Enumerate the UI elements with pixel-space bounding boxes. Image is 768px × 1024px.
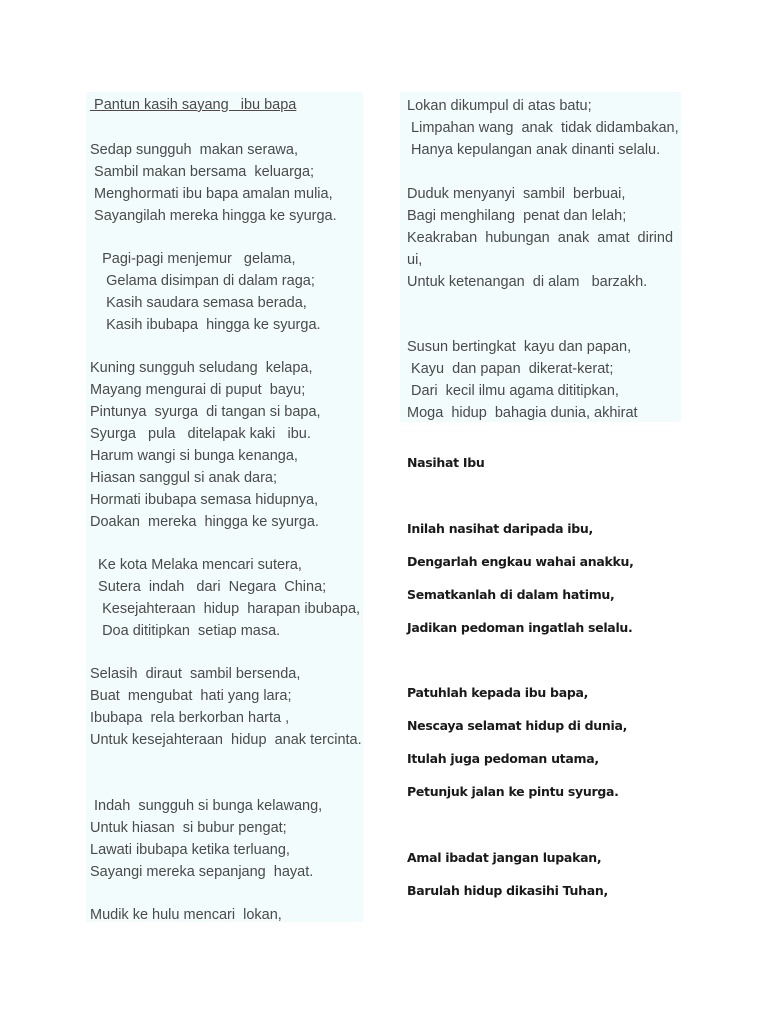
poem-line: Lawati ibubapa ketika terluang, <box>90 842 290 858</box>
poem-line: Hanya kepulangan anak dinanti selalu. <box>407 142 661 158</box>
poem-line: Gelama disimpan di dalam raga; <box>90 273 315 289</box>
poem-line: Barulah hidup dikasihi Tuhan, <box>407 883 608 898</box>
poem-line: Ibubapa rela berkorban harta , <box>90 710 290 726</box>
poem-line: Sutera indah dari Negara China; <box>90 579 327 595</box>
poem-line: Buat mengubat hati yang lara; <box>90 688 292 704</box>
poem-line: Mudik ke hulu mencari lokan, <box>90 907 282 923</box>
poem-line: Nescaya selamat hidup di dunia, <box>407 718 628 733</box>
poem-line: Sambil makan bersama keluarga; <box>90 164 315 180</box>
poem-line: Hiasan sanggul si anak dara; <box>90 470 278 486</box>
poem-line: Kesejahteraan hidup harapan ibubapa, <box>90 601 361 617</box>
poem-line: Harum wangi si bunga kenanga, <box>90 448 298 464</box>
poem-line: Dengarlah engkau wahai anakku, <box>407 554 634 569</box>
poem-line: Untuk kesejahteraan hidup anak tercinta. <box>90 732 362 748</box>
poem-line: ui, <box>407 252 423 268</box>
poem-line: Patuhlah kepada ibu bapa, <box>407 685 589 700</box>
poem-line: Syurga pula ditelapak kaki ibu. <box>90 426 311 442</box>
poem-line: Kasih saudara semasa berada, <box>90 295 307 311</box>
poem-line: Doakan mereka hingga ke syurga. <box>90 514 319 530</box>
poem-line: Indah sungguh si bunga kelawang, <box>90 798 323 814</box>
poem-line: Dari kecil ilmu agama dititipkan, <box>407 383 619 399</box>
poem-line: Susun bertingkat kayu dan papan, <box>407 339 632 355</box>
poem-line: Kuning sungguh seludang kelapa, <box>90 360 313 376</box>
poem-line: Mayang mengurai di puput bayu; <box>90 382 306 398</box>
poem-line: Itulah juga pedoman utama, <box>407 751 599 766</box>
poem-line: Sayangilah mereka hingga ke syurga. <box>90 208 337 224</box>
poem-line: Sematkanlah di dalam hatimu, <box>407 587 615 602</box>
poem-line: Kasih ibubapa hingga ke syurga. <box>90 317 321 333</box>
poem-line: Jadikan pedoman ingatlah selalu. <box>407 620 633 635</box>
poem-line: Hormati ibubapa semasa hidupnya, <box>90 492 319 508</box>
poem-line: Sedap sungguh makan serawa, <box>90 142 298 158</box>
poem-line: Sayangi mereka sepanjang hayat. <box>90 864 314 880</box>
poem-line: Selasih diraut sambil bersenda, <box>90 666 301 682</box>
poem-line: Moga hidup bahagia dunia, akhirat <box>407 405 638 421</box>
poem-line: Limpahan wang anak tidak didambakan, <box>407 120 679 136</box>
pantun-title: Pantun kasih sayang ibu bapa <box>90 97 297 113</box>
nasihat-title: Nasihat Ibu <box>407 455 485 470</box>
poem-line: Ke kota Melaka mencari sutera, <box>90 557 302 573</box>
poem-line: Duduk menyanyi sambil berbuai, <box>407 186 626 202</box>
poem-line: Untuk hiasan si bubur pengat; <box>90 820 287 836</box>
poem-line: Amal ibadat jangan lupakan, <box>407 850 602 865</box>
poem-line: Lokan dikumpul di atas batu; <box>407 98 592 114</box>
poem-line: Doa dititipkan setiap masa. <box>90 623 281 639</box>
poem-line: Menghormati ibu bapa amalan mulia, <box>90 186 333 202</box>
poem-line: Kayu dan papan dikerat-kerat; <box>407 361 614 377</box>
poem-line: Pintunya syurga di tangan si bapa, <box>90 404 321 420</box>
poem-line: Inilah nasihat daripada ibu, <box>407 521 593 536</box>
poem-line: Pagi-pagi menjemur gelama, <box>90 251 296 267</box>
poem-line: Bagi menghilang penat dan lelah; <box>407 208 627 224</box>
poem-line: Petunjuk jalan ke pintu syurga. <box>407 784 619 799</box>
poem-line: Keakraban hubungan anak amat dirind <box>407 230 674 246</box>
poem-line: Untuk ketenangan di alam barzakh. <box>407 274 648 290</box>
